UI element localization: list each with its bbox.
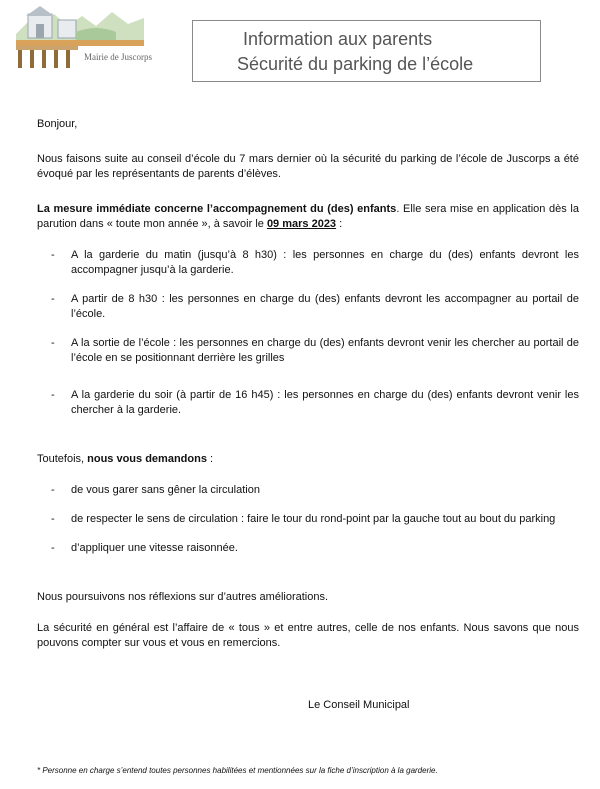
request-paragraph [37, 452, 579, 467]
measure-end: : [336, 218, 343, 230]
list-item: - de respecter le sens de circulation : faire le tour du rond-point par la gauche tout au bout du parking [37, 512, 579, 527]
list-item: - d’appliquer une vitesse raisonnée. [37, 541, 579, 556]
list-item: - A la sortie de l’école : les personnes en charge du (des) enfants devront venir les chercher au portail de l’école en se positionnant derrière les grilles [37, 336, 579, 366]
footnote: * Personne en charge s’entend toutes personnes habilitées et mentionnées sur la fiche d’inscription à la garderie. [37, 766, 438, 775]
title-box [192, 20, 541, 82]
requests-list [37, 483, 579, 556]
measure-paragraph [37, 202, 579, 232]
request-bold: nous vous demandons [87, 453, 207, 465]
request-end: : [206, 453, 214, 465]
list-item: - A la garderie du matin (jusqu’à 8 h30) : les personnes en charge du (des) enfants devront les accompagner jusqu’à la garderie. [37, 248, 579, 278]
list-item: - de vous garer sans gêner la circulation [37, 483, 579, 498]
closing-paragraph-2: La sécurité en général est l’affaire de « tous » et entre autres, celle de nos enfants. Nous savons que nous pouvons compter sur vous et vous en remercions. [37, 622, 579, 649]
list-item: - A la garderie du soir (à partir de 16 h45) : les personnes en charge du (des) enfants devront venir les chercher à la garderie. [37, 388, 579, 418]
measure-bold: La mesure immédiate concerne l’accompagnement du (des) enfants [37, 203, 397, 215]
logo-text: Mairie de Juscorps [84, 52, 152, 62]
signature: Le Conseil Municipal [308, 699, 410, 711]
title-line-2: Sécurité du parking de l’école [237, 54, 474, 74]
measures-list [37, 248, 579, 418]
request-start: Toutefois, [37, 453, 88, 465]
measure-date: 09 mars 2023 [266, 218, 337, 230]
list-item: - A partir de 8 h30 : les personnes en charge du (des) enfants devront les accompagner au portail de l’école. [37, 292, 579, 322]
measure-rest: . Elle sera mise en application dès la parution dans « toute mon année », à savoir le [37, 203, 579, 230]
title-line-1: Information aux parents [243, 29, 433, 49]
town-logo [16, 4, 152, 70]
greeting: Bonjour, [37, 118, 78, 130]
letter-body [37, 117, 579, 651]
closing-paragraph-1: Nous poursuivons nos réflexions sur d’autres améliorations. [37, 591, 329, 603]
intro-paragraph: Nous faisons suite au conseil d’école du 7 mars dernier où la sécurité du parking de l’école de Juscorps a été évoqué par les représentants de parents d’élèves. [37, 153, 579, 180]
